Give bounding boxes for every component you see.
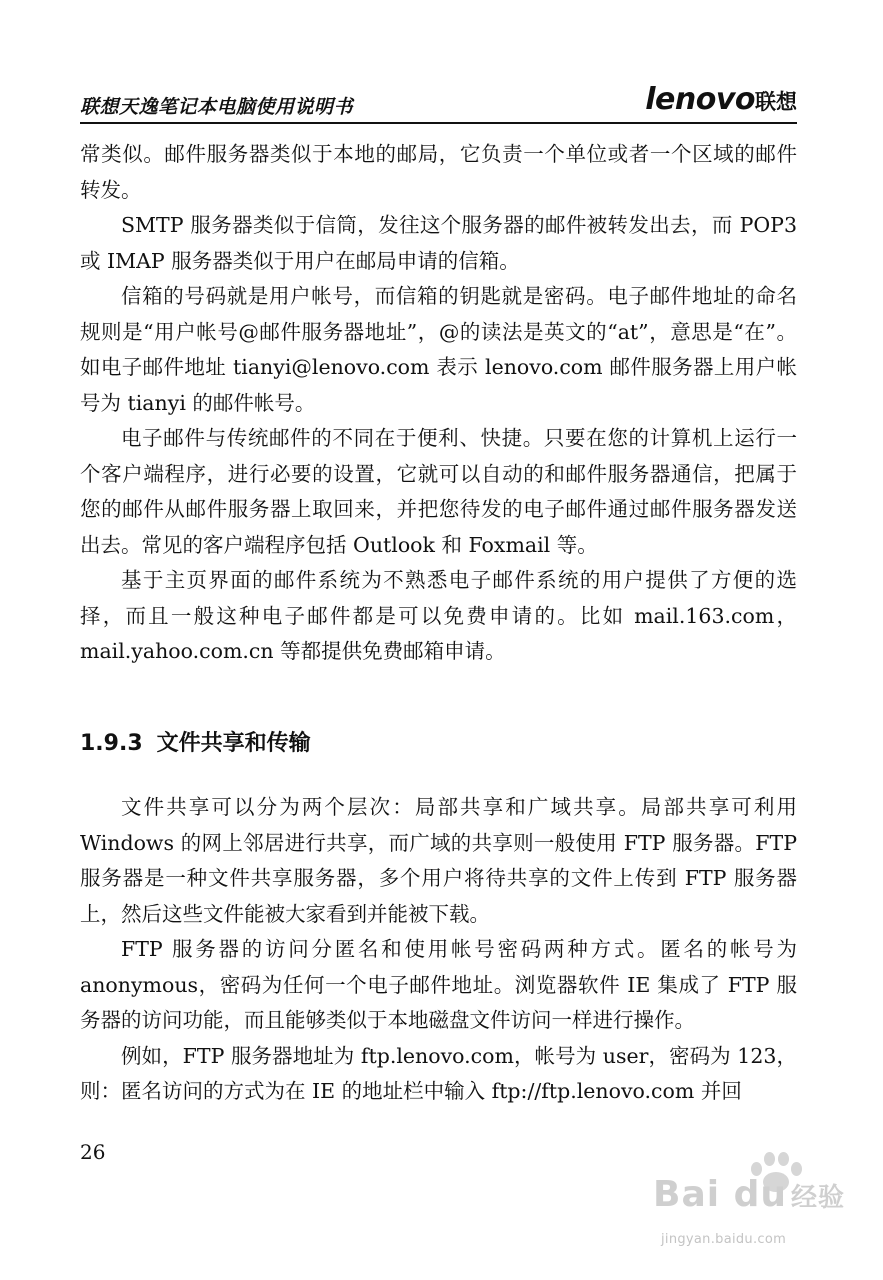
paragraph: FTP 服务器的访问分匿名和使用帐号密码两种方式。匿名的帐号为 anonymous，密码为任何一个电子邮件地址。浏览器软件 IE 集成了 FTP 服务器的访问功能，而且能够类似于本地磁盘文件访问一样进行操作。 <box>80 937 797 1032</box>
paragraph: 基于主页界面的邮件系统为不熟悉电子邮件系统的用户提供了方便的选择，而且一般这种电子邮件都是可以免费申请的。比如 mail.163.com，mail.yahoo.com.cn 等都提供免费邮箱申请。 <box>80 568 797 663</box>
section-heading <box>80 726 311 757</box>
watermark-brand-cn: 经验 <box>791 1183 846 1213</box>
lenovo-logo-cn: 联想 <box>755 90 797 114</box>
section-number: 1.9.3 <box>80 731 143 756</box>
section-title: 文件共享和传输 <box>156 731 311 756</box>
page-number: 26 <box>80 1140 106 1164</box>
header-title: 联想天逸笔记本电脑使用说明书 <box>80 96 354 118</box>
paragraph: 文件共享可以分为两个层次：局部共享和广域共享。局部共享可利用 Windows 的网上邻居进行共享，而广域的共享则一般使用 FTP 服务器。FTP 服务器是一种文件共享服务器，多个用户将待共享的文件上传到 FTP 服务器上，然后这些文件能被大家看到并能被下载。 <box>80 795 797 926</box>
paragraph: 例如，FTP 服务器地址为 ftp.lenovo.com，帐号为 user，密码为 123，则：匿名访问的方式为在 IE 的地址栏中输入 ftp://ftp.lenovo.com 并回 <box>80 1043 797 1103</box>
baidu-jingyan-watermark <box>653 1150 846 1260</box>
paragraph: SMTP 服务器类似于信筒，发往这个服务器的邮件被转发出去，而 POP3 或 IMAP 服务器类似于用户在邮局申请的信箱。 <box>80 213 797 273</box>
page-header <box>80 82 797 124</box>
lenovo-logo <box>645 82 797 117</box>
paragraph: 常类似。邮件服务器类似于本地的邮局，它负责一个单位或者一个区域的邮件转发。 <box>80 142 797 202</box>
paragraph: 信箱的号码就是用户帐号，而信箱的钥匙就是密码。电子邮件地址的命名规则是“用户帐号@邮件服务器地址”，@的读法是英文的“at”，意思是“在”。如电子邮件地址 tianyi@lenovo.com 表示 lenovo.com 邮件服务器上用户帐号为 tianyi 的邮件帐号。 <box>80 284 797 415</box>
paragraph: 电子邮件与传统邮件的不同在于便利、快捷。只要在您的计算机上运行一个客户端程序，进行必要的设置，它就可以自动的和邮件服务器通信，把属于您的邮件从邮件服务器上取回来，并把您待发的电子邮件通过邮件服务器发送出去。常见的客户端程序包括 Outlook 和 Foxmail 等。 <box>80 426 797 557</box>
watermark-brand <box>653 1174 845 1215</box>
watermark-url: jingyan.baidu.com <box>661 1232 787 1247</box>
body-text-top <box>80 137 797 670</box>
lenovo-logo-text: lenovo <box>645 82 755 117</box>
body-text-bottom <box>80 790 797 1110</box>
watermark-brand-text: Bai du <box>653 1174 788 1215</box>
